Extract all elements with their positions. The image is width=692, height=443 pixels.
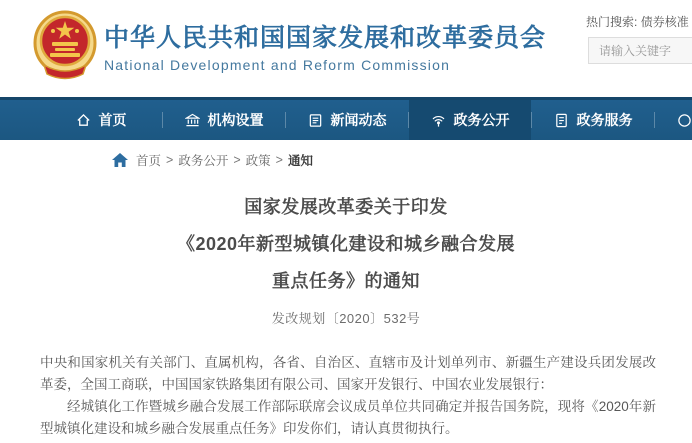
- nav-item-label: 机构设置: [207, 112, 264, 128]
- breadcrumb-item-gov-affairs[interactable]: 政务公开: [178, 154, 229, 168]
- nav-item-gov-services[interactable]: [532, 100, 654, 140]
- breadcrumb-separator: >: [275, 153, 283, 167]
- document-body: [40, 352, 656, 440]
- nav-item-news[interactable]: [286, 100, 408, 140]
- search-box: [588, 37, 692, 64]
- search-input[interactable]: [589, 38, 692, 63]
- document-number: 发改规划〔2020〕532号: [271, 311, 421, 326]
- breadcrumb: [112, 151, 313, 169]
- site-title-zh: 中华人民共和国国家发展和改革委员会: [104, 24, 547, 52]
- document-title-line: 《2020年新型城镇化建设和城乡融合发展: [176, 234, 516, 254]
- breadcrumb-item-home[interactable]: 首页: [136, 154, 162, 168]
- hot-search-term-link[interactable]: 债券核准: [640, 15, 689, 29]
- file-icon: [554, 113, 569, 128]
- hot-search: [586, 13, 689, 30]
- nav-item-organization[interactable]: [163, 100, 285, 140]
- nav-item-label: 政务服务: [576, 112, 633, 128]
- site-header: [0, 0, 692, 97]
- breadcrumb-separator: >: [166, 153, 174, 167]
- main-nav: [0, 97, 692, 140]
- nav-item-label: 新闻动态: [330, 112, 387, 128]
- document-title-line: 重点任务》的通知: [272, 271, 420, 291]
- nav-item-home[interactable]: [40, 100, 162, 140]
- document-paragraph: 中央和国家机关有关部门、直属机构，各省、自治区、直辖市及计划单列市、新疆生产建设兵团发展改革委，全国工商联，中国国家铁路集团有限公司、国家开发银行、中国农业发展银行：: [40, 355, 656, 392]
- breadcrumb-item-current: 通知: [287, 154, 313, 168]
- nav-item-label: 政务公开: [453, 112, 510, 128]
- site-title-block: [104, 18, 546, 73]
- breadcrumb-item-policy[interactable]: 政策: [245, 154, 271, 168]
- breadcrumb-home-icon[interactable]: [112, 153, 128, 167]
- clock-icon: [677, 113, 692, 128]
- document-title: [0, 189, 692, 300]
- home-icon: [76, 113, 91, 128]
- news-icon: [308, 113, 323, 128]
- document-paragraph: 经城镇化工作暨城乡融合发展工作部际联席会议成员单位共同确定并报告国务院，现将《2020年新型城镇化建设和城乡融合发展重点任务》印发你们，请认真贯彻执行。: [40, 399, 656, 436]
- nav-item-label: 首页: [98, 112, 127, 128]
- document-title-line: 国家发展改革委关于印发: [244, 197, 448, 217]
- hot-search-label: 热门搜索:: [586, 15, 638, 29]
- broadcast-icon: [431, 113, 446, 128]
- breadcrumb-separator: >: [233, 153, 241, 167]
- site-title-en: National Development and Reform Commission: [104, 57, 451, 73]
- national-emblem-logo[interactable]: [32, 9, 98, 81]
- bank-icon: [185, 113, 200, 128]
- nav-item-partial[interactable]: [655, 100, 692, 140]
- nav-item-gov-affairs[interactable]: [409, 100, 531, 140]
